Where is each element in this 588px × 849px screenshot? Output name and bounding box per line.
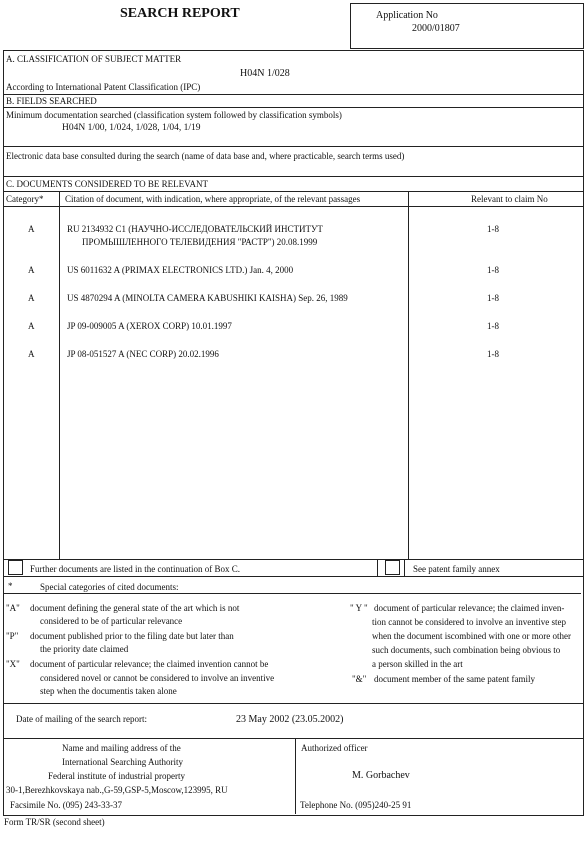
section-a-heading: A. CLASSIFICATION OF SUBJECT MATTER (6, 54, 182, 64)
further-documents-checkbox[interactable] (8, 560, 23, 575)
ipc-note: According to International Patent Classification (IPC) (6, 82, 201, 92)
section-b-heading: B. FIELDS SEARCHED (6, 96, 97, 106)
form-footer: Form TR/SR (second sheet) (4, 817, 105, 827)
code-x-line1: document of particular relevance; the claimed invention cannot be (30, 659, 269, 669)
row-relevant: 1-8 (487, 265, 499, 275)
application-number: 2000/01807 (412, 23, 460, 34)
code-y-line4: such documents, such combination being obvious to (372, 645, 561, 655)
application-label: Application No (376, 10, 438, 21)
row-citation-line2: ПРОМЫШЛЕННОГО ТЕЛЕВИДЕНИЯ "РАСТР") 20.08.1999 (82, 237, 318, 247)
code-p: "P" (6, 631, 19, 641)
row-category: A (28, 293, 35, 303)
special-heading: Special categories of cited documents: (40, 582, 179, 592)
section-c-heading: C. DOCUMENTS CONSIDERED TO BE RELEVANT (6, 179, 209, 189)
code-x-line2: considered novel or cannot be considered to involve an inventive (40, 673, 275, 683)
code-a: "A" (6, 603, 20, 613)
code-x-line3: step when the documentis taken alone (40, 686, 177, 696)
authority-line2: International Searching Authority (62, 757, 183, 767)
authority-line3: Federal institute of industrial property (48, 771, 185, 781)
officer-label: Authorized officer (301, 743, 368, 753)
mailing-date-value: 23 May 2002 (23.05.2002) (236, 714, 344, 725)
electronic-db-label: Electronic data base consulted during the search (name of data base and, where practicable, search terms used) (6, 151, 405, 161)
code-amp: "&" (352, 674, 367, 684)
row-citation-line1: JP 09-009005 A (XEROX CORP) 10.01.1997 (67, 321, 232, 331)
patent-family-label: See patent family annex (413, 564, 500, 574)
row-category: A (28, 265, 35, 275)
min-doc-label: Minimum documentation searched (classification system followed by classification symbols) (6, 110, 342, 120)
officer-telephone: Telephone No. (095)240-25 91 (300, 800, 412, 810)
authority-address: 30-1,Berezhkovskaya nab.,G-59,GSP-5,Moscow,123995, RU (6, 785, 228, 795)
code-y: " Y " (350, 603, 368, 613)
code-x: "X" (6, 659, 20, 669)
code-a-line2: considered to be of particular relevance (40, 616, 183, 626)
row-relevant: 1-8 (487, 224, 499, 234)
report-title: SEARCH REPORT (120, 6, 240, 21)
col-relevant-header: Relevant to claim No (471, 194, 548, 204)
mailing-date-label: Date of mailing of the search report: (16, 714, 147, 724)
row-category: A (28, 321, 35, 331)
special-star: * (8, 581, 13, 591)
min-doc-value: H04N 1/00, 1/024, 1/028, 1/04, 1/19 (62, 123, 201, 133)
col-category-header: Category* (6, 194, 44, 204)
authority-line1: Name and mailing address of the (62, 743, 181, 753)
row-citation-line1: US 6011632 A (PRIMAX ELECTRONICS LTD.) Jan. 4, 2000 (67, 265, 294, 275)
col-citation-header: Citation of document, with indication, where appropriate, of the relevant passages (65, 194, 361, 204)
code-p-line2: the priority date claimed (40, 644, 129, 654)
code-y-line3: when the document iscombined with one or more other (372, 631, 571, 641)
main-frame (3, 50, 584, 816)
row-citation-line1: JP 08-051527 A (NEC CORP) 20.02.1996 (67, 349, 219, 359)
code-y-line2: tion cannot be considered to involve an inventive step (372, 617, 566, 627)
code-amp-line: document member of the same patent family (374, 674, 535, 684)
row-citation-line1: US 4870294 A (MINOLTA CAMERA KABUSHIKI KAISHA) Sep. 26, 1989 (67, 293, 348, 303)
ipc-code: H04N 1/028 (240, 68, 290, 79)
officer-name: M. Gorbachev (352, 770, 410, 781)
further-documents-label: Further documents are listed in the continuation of Box C. (30, 564, 240, 574)
row-category: A (28, 349, 35, 359)
row-relevant: 1-8 (487, 293, 499, 303)
code-y-line1: document of particular relevance; the claimed inven- (374, 603, 565, 613)
code-a-line1: document defining the general state of the art which is not (30, 603, 240, 613)
patent-family-checkbox[interactable] (385, 560, 400, 575)
authority-facsimile: Facsimile No. (095) 243-33-37 (10, 800, 122, 810)
code-p-line1: document published prior to the filing date but later than (30, 631, 234, 641)
row-citation-line1: RU 2134932 C1 (НАУЧНО-ИССЛЕДОВАТЕЛЬСКИЙ ИНСТИТУТ (67, 224, 323, 234)
code-y-line5: a person skilled in the art (372, 659, 463, 669)
row-category: A (28, 224, 35, 234)
row-relevant: 1-8 (487, 349, 499, 359)
row-relevant: 1-8 (487, 321, 499, 331)
